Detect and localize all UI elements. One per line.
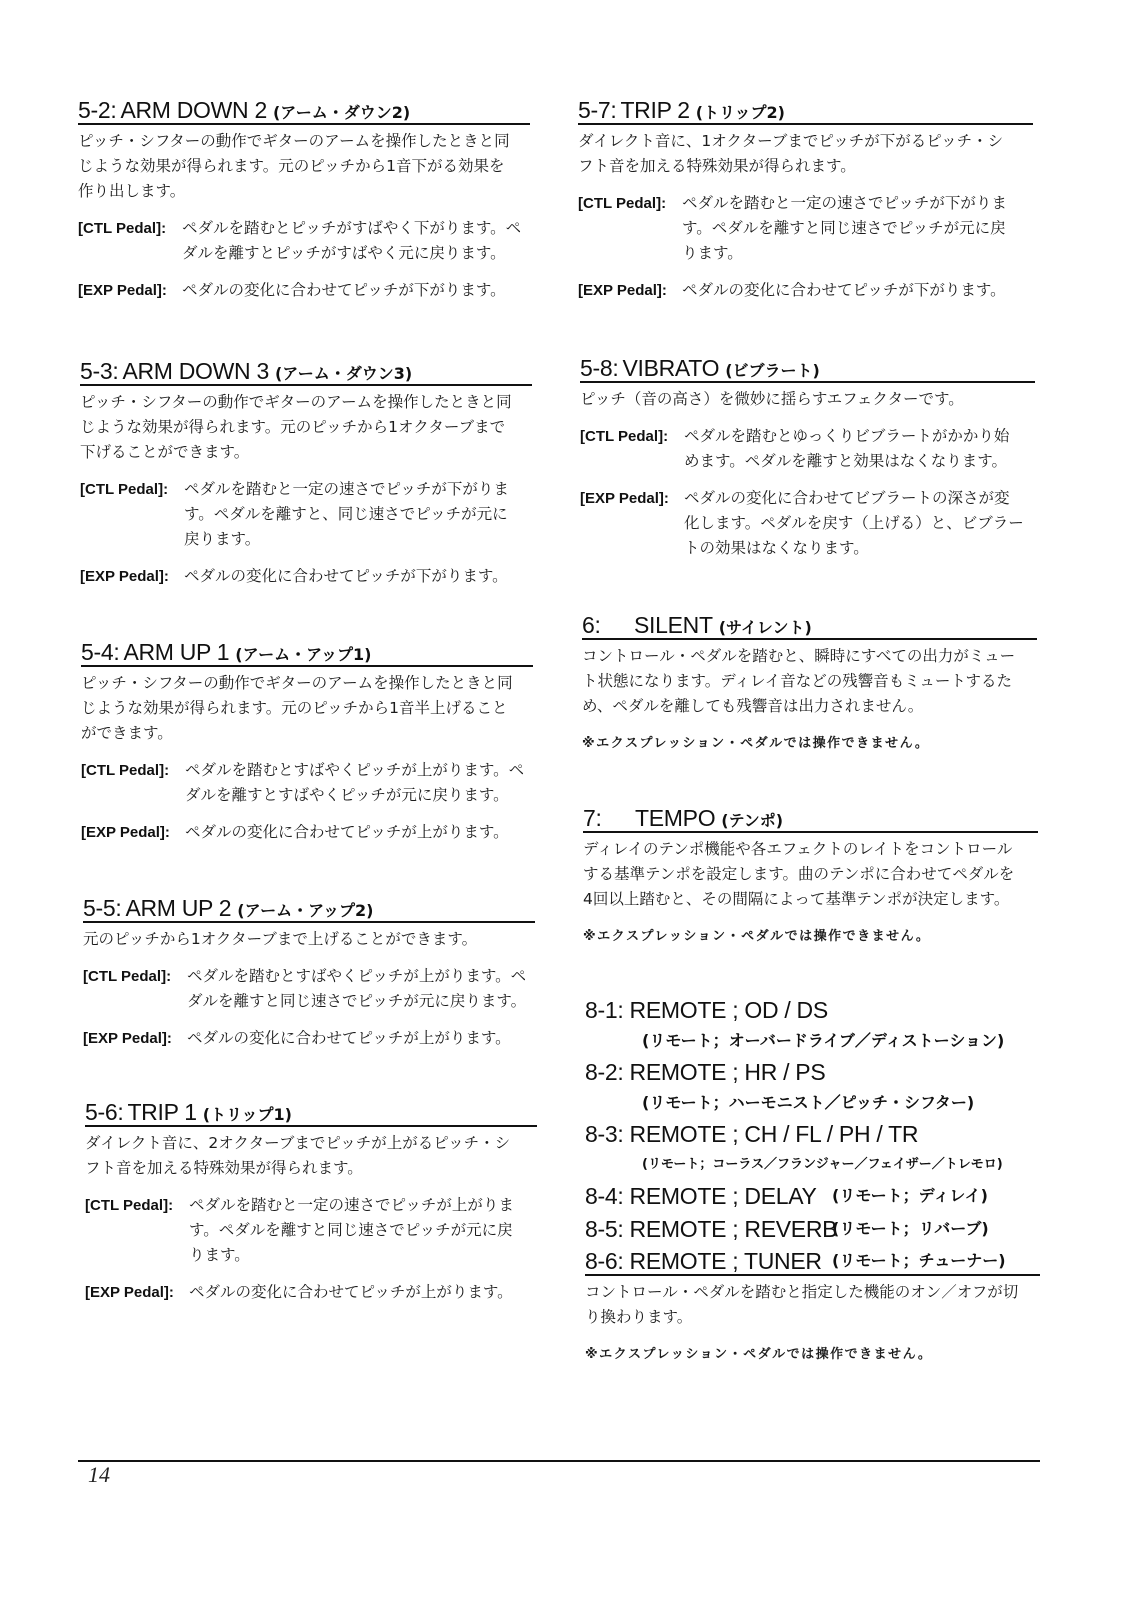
ctl-pedal-text [185,758,533,808]
remote-row-8-6 [585,1246,1040,1276]
remote-body [585,1280,1040,1367]
description-line: じような効果が得られます。元のピッチから1音下がる効果を [78,157,505,175]
section-5-2-arm-down-2 [78,97,530,303]
ctl-pedal-line: す。ペダルを離すと同じ速さでピッチが元に戻 [189,1221,513,1239]
ctl-pedal-row [85,1193,537,1268]
exp-pedal-text [184,564,532,589]
section-description [85,1131,537,1181]
section-heading [81,639,533,667]
description-line: り換わります。 [585,1308,693,1326]
exp-pedal-line: ペダルの変化に合わせてピッチが下がります。 [184,567,508,585]
section-title-japanese: (アーム・アップ1) [235,645,372,664]
remote-subtitle-8-6: (リモート；チューナー) [832,1251,1006,1270]
description-line: フト音を加える特殊効果が得られます。 [578,157,856,175]
description-line: ができます。 [81,724,173,742]
exp-pedal-text [182,278,530,303]
exp-pedal-text [189,1280,537,1305]
footer-rule [78,1460,1040,1462]
section-7-tempo [583,805,1038,949]
section-description [83,927,535,952]
description-line: ピッチ・シフターの動作でギターのアームを操作したときと同 [78,132,510,150]
exp-pedal-line: トの効果はなくなります。 [684,539,869,557]
section-description [81,671,533,746]
section-title-japanese: (アーム・ダウン2) [272,103,411,122]
exp-pedal-row [580,486,1035,561]
description-line: コントロール・ペダルを踏むと指定した機能のオン／オフが切 [585,1283,1019,1301]
section-number: 5-5: [83,895,122,921]
exp-pedal-label: [EXP Pedal]: [83,1030,172,1047]
section-title-japanese: (トリップ2) [695,103,785,122]
description-line: め、ペダルを離しても残響音は出力されません。 [582,697,924,715]
section-number: 5-6: [85,1099,124,1125]
section-5-8-vibrato [580,355,1035,561]
ctl-pedal-line: ダルを離すとすばやくピッチが元に戻ります。 [185,786,509,804]
exp-pedal-row [81,820,533,845]
section-title: TEMPO [635,805,716,831]
ctl-pedal-label: [CTL Pedal]: [78,220,167,237]
ctl-pedal-row [78,216,530,266]
exp-pedal-text [684,486,1035,561]
description-line: ディレイのテンポ機能や各エフェクトのレイトをコントロール [583,840,1013,858]
remote-heading-8-4: 8-4: REMOTE ; DELAY [585,1183,817,1209]
exp-pedal-line: ペダルの変化に合わせてビブラートの深さが変 [684,489,1010,507]
ctl-pedal-line: す。ペダルを離すと、同じ速さでピッチが元に [184,505,508,523]
ctl-pedal-row [80,477,532,552]
section-6-silent [582,612,1037,756]
description-line: ト状態になります。ディレイ音などの残響音もミュートするた [582,672,1012,690]
section-title-japanese: (トリップ1) [202,1105,292,1124]
ctl-pedal-row [578,191,1033,266]
section-title: ARM DOWN 2 [120,97,267,123]
exp-pedal-row [78,278,530,303]
section-5-7-trip-2 [578,97,1033,303]
remote-row-8-4 [585,1181,1040,1211]
section-5-6-trip-1 [85,1099,537,1305]
exp-pedal-label: [EXP Pedal]: [580,490,669,507]
remote-subtitle-8-3: (リモート；コーラス／フランジャー／フェイザー／トレモロ) [642,1157,1003,1172]
section-number: 5-4: [81,639,120,665]
section-heading [85,1099,537,1127]
exp-pedal-label: [EXP Pedal]: [78,282,167,299]
expression-pedal-note: ※エクスプレッション・ペダルでは操作できません。 [585,1347,933,1362]
description-line: 元のピッチから1オクターブまで上げることができます。 [83,930,478,948]
ctl-pedal-text [187,964,535,1014]
exp-pedal-line: 化します。ペダルを戻す（上げる）と、ビブラー [684,514,1024,532]
expression-pedal-note: ※エクスプレッション・ペダルでは操作できません。 [582,736,930,751]
section-8-remote [585,995,1040,1375]
section-title: ARM DOWN 3 [122,358,269,384]
section-number: 5-8: [580,355,619,381]
section-number: 7: [583,805,602,831]
description-line: フト音を加える特殊効果が得られます。 [85,1159,363,1177]
exp-pedal-row [578,278,1033,303]
remote-subtitle-8-4: (リモート；ディレイ) [832,1186,988,1205]
ctl-pedal-line: ペダルを踏むとすばやくピッチが上がります。ペ [187,967,527,985]
remote-subtitle-8-5: (リモート；リバーブ) [832,1219,989,1238]
exp-pedal-line: ペダルの変化に合わせてピッチが上がります。 [189,1283,513,1301]
description-line: ダイレクト音に、1オクターブまでピッチが下がるピッチ・シ [578,132,1004,150]
description-line: する基準テンポを設定します。曲のテンポに合わせてペダルを [583,865,1015,883]
description-line: 作り出します。 [78,182,186,200]
exp-pedal-label: [EXP Pedal]: [81,824,170,841]
section-title-japanese: (テンポ) [721,811,784,830]
description-line: じような効果が得られます。元のピッチから1音半上げること [81,699,508,717]
description-line: ピッチ・シフターの動作でギターのアームを操作したときと同 [81,674,513,692]
ctl-pedal-row [580,424,1035,474]
exp-pedal-row [80,564,532,589]
section-title: SILENT [634,612,713,638]
exp-pedal-row [83,1026,535,1051]
ctl-pedal-line: めます。ペダルを離すと効果はなくなります。 [684,452,1008,470]
section-heading [582,612,1037,640]
ctl-pedal-label: [CTL Pedal]: [580,428,669,445]
section-heading [578,97,1033,125]
section-5-3-arm-down-3 [80,358,532,589]
ctl-pedal-text [684,424,1035,474]
exp-pedal-text [185,820,533,845]
exp-pedal-text [682,278,1033,303]
ctl-pedal-line: ペダルを踏むとすばやくピッチが上がります。ペ [185,761,525,779]
section-5-4-arm-up-1 [81,639,533,845]
ctl-pedal-line: ダルを離すとピッチがすばやく元に戻ります。 [182,244,506,262]
section-heading [583,805,1038,833]
ctl-pedal-line: 戻ります。 [184,530,261,548]
remote-heading-8-1: 8-1: REMOTE ; OD / DS [585,997,828,1023]
section-title-japanese: (アーム・ダウン3) [274,364,413,383]
section-5-5-arm-up-2 [83,895,535,1051]
exp-pedal-line: ペダルの変化に合わせてピッチが下がります。 [682,281,1006,299]
ctl-pedal-label: [CTL Pedal]: [81,762,170,779]
section-description [582,644,1037,719]
section-title-japanese: (ビブラート) [725,361,820,380]
section-title: ARM UP 2 [125,895,232,921]
description-line: ピッチ（音の高さ）を微妙に揺らすエフェクターです。 [580,390,964,408]
ctl-pedal-text [184,477,532,552]
ctl-pedal-line: ペダルを踏むとゆっくりビブラートがかかり始 [684,427,1010,445]
section-description [80,390,532,465]
ctl-pedal-text [189,1193,537,1268]
section-title-japanese: (サイレント) [718,618,812,637]
remote-heading-8-6: 8-6: REMOTE ; TUNER [585,1248,822,1274]
exp-pedal-label: [EXP Pedal]: [80,568,169,585]
ctl-pedal-line: ダルを離すと同じ速さでピッチが元に戻ります。 [187,992,527,1010]
section-title: VIBRATO [622,355,720,381]
ctl-pedal-label: [CTL Pedal]: [83,968,172,985]
section-number: 5-7: [578,97,617,123]
exp-pedal-line: ペダルの変化に合わせてピッチが上がります。 [187,1029,511,1047]
ctl-pedal-row [81,758,533,808]
exp-pedal-line: ペダルの変化に合わせてピッチが下がります。 [182,281,506,299]
ctl-pedal-line: ります。 [682,244,743,262]
description-line: 4回以上踏むと、その間隔によって基準テンポが決定します。 [583,890,1010,908]
description-line: 下げることができます。 [80,443,250,461]
section-title-japanese: (アーム・アップ2) [237,901,374,920]
section-title: TRIP 1 [127,1099,197,1125]
section-description [583,837,1038,912]
remote-subtitle-8-2: (リモート；ハーモニスト／ピッチ・シフター) [642,1093,975,1112]
ctl-pedal-text [182,216,530,266]
ctl-pedal-row [83,964,535,1014]
description-line: コントロール・ペダルを踏むと、瞬時にすべての出力がミュー [582,647,1016,665]
description-line: ダイレクト音に、2オクターブまでピッチが上がるピッチ・シ [85,1134,511,1152]
ctl-pedal-line: ります。 [189,1246,250,1264]
ctl-pedal-line: ペダルを踏むと一定の速さでピッチが上がりま [189,1196,514,1214]
section-number: 6: [582,612,601,638]
section-number: 5-3: [80,358,119,384]
section-description [78,129,530,204]
section-number: 5-2: [78,97,117,123]
ctl-pedal-label: [CTL Pedal]: [578,195,667,212]
remote-heading-8-2: 8-2: REMOTE ; HR / PS [585,1059,826,1085]
description-line: じような効果が得られます。元のピッチから1オクターブまで [80,418,506,436]
remote-heading-8-3: 8-3: REMOTE ; CH / FL / PH / TR [585,1121,919,1147]
ctl-pedal-line: ペダルを踏むとピッチがすばやく下がります。ペ [182,219,522,237]
exp-pedal-row [85,1280,537,1305]
exp-pedal-label: [EXP Pedal]: [85,1284,174,1301]
remote-row-8-5 [585,1214,1040,1244]
section-heading [78,97,530,125]
expression-pedal-note: ※エクスプレッション・ペダルでは操作できません。 [583,929,931,944]
ctl-pedal-line: ペダルを踏むと一定の速さでピッチが下がりま [682,194,1007,212]
section-description [578,129,1033,179]
ctl-pedal-label: [CTL Pedal]: [80,481,169,498]
ctl-pedal-text [682,191,1033,266]
exp-pedal-line: ペダルの変化に合わせてピッチが上がります。 [185,823,509,841]
exp-pedal-label: [EXP Pedal]: [578,282,667,299]
page-number: 14 [88,1462,110,1487]
section-heading [80,358,532,386]
section-description [580,387,1035,412]
remote-heading-8-5: 8-5: REMOTE ; REVERB [585,1216,838,1242]
ctl-pedal-line: す。ペダルを離すと同じ速さでピッチが元に戻 [682,219,1006,237]
section-title: TRIP 2 [620,97,690,123]
remote-subtitle-8-1: (リモート；オーバードライブ／ディストーション) [642,1031,1005,1050]
exp-pedal-text [187,1026,535,1051]
section-title: ARM UP 1 [123,639,230,665]
ctl-pedal-line: ペダルを踏むと一定の速さでピッチが下がりま [184,480,509,498]
section-heading [580,355,1035,383]
section-heading [83,895,535,923]
description-line: ピッチ・シフターの動作でギターのアームを操作したときと同 [80,393,512,411]
ctl-pedal-label: [CTL Pedal]: [85,1197,174,1214]
